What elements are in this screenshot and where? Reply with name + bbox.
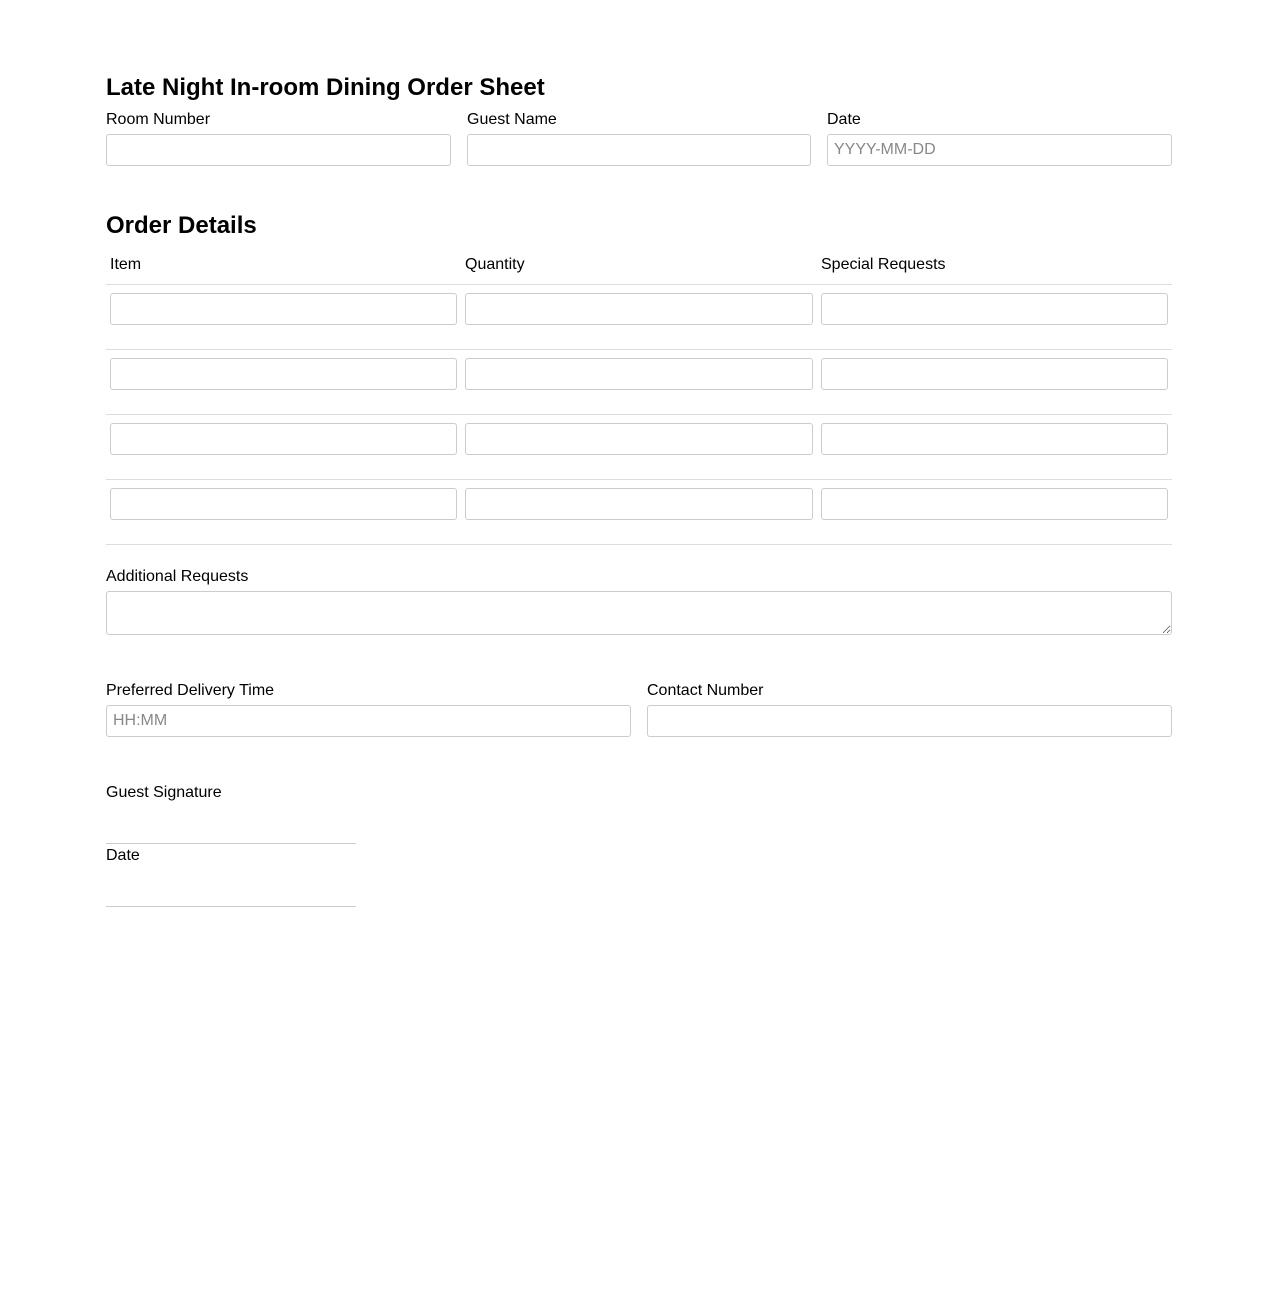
item-input-row-3[interactable]: [110, 423, 457, 455]
order-details-table: [106, 250, 1172, 545]
additional-requests-field-group: [106, 568, 1172, 635]
signature-date-line: [106, 906, 356, 907]
item-input-row-1[interactable]: [110, 293, 457, 325]
column-header-item: Item: [106, 250, 461, 284]
guest-signature-line: [106, 843, 356, 844]
delivery-time-field-group: [106, 682, 631, 737]
quantity-input-row-4[interactable]: [465, 488, 813, 520]
date-label: Date: [827, 111, 861, 128]
table-row: [106, 284, 1172, 349]
contact-number-label: Contact Number: [647, 682, 764, 699]
signature-date-label: Date: [106, 847, 140, 864]
date-input[interactable]: [827, 134, 1172, 166]
additional-requests-label: Additional Requests: [106, 568, 249, 585]
guest-signature-label: Guest Signature: [106, 784, 222, 801]
signature-date-block: [106, 847, 356, 907]
room-number-label: Room Number: [106, 111, 211, 128]
quantity-input-row-1[interactable]: [465, 293, 813, 325]
room-number-input[interactable]: [106, 134, 451, 166]
quantity-input-row-3[interactable]: [465, 423, 813, 455]
table-header-row: [106, 250, 1172, 284]
special-requests-input-row-4[interactable]: [821, 488, 1168, 520]
special-requests-input-row-1[interactable]: [821, 293, 1168, 325]
guest-name-field-group: [467, 111, 811, 166]
delivery-time-input[interactable]: [106, 705, 631, 737]
item-input-row-2[interactable]: [110, 358, 457, 390]
room-number-field-group: [106, 111, 451, 166]
guest-name-input[interactable]: [467, 134, 811, 166]
special-requests-input-row-3[interactable]: [821, 423, 1168, 455]
contact-number-field-group: [647, 682, 1172, 737]
table-row: [106, 479, 1172, 544]
contact-number-input[interactable]: [647, 705, 1172, 737]
page-title: Late Night In-room Dining Order Sheet: [106, 74, 545, 101]
column-header-special-requests: Special Requests: [817, 250, 1172, 284]
guest-name-label: Guest Name: [467, 111, 557, 128]
date-field-group: [827, 111, 1172, 166]
additional-requests-textarea[interactable]: [106, 591, 1172, 635]
guest-signature-block: [106, 784, 356, 844]
delivery-time-label: Preferred Delivery Time: [106, 682, 275, 699]
order-details-heading: Order Details: [106, 212, 257, 239]
table-row: [106, 414, 1172, 479]
quantity-input-row-2[interactable]: [465, 358, 813, 390]
special-requests-input-row-2[interactable]: [821, 358, 1168, 390]
table-row: [106, 349, 1172, 414]
column-header-quantity: Quantity: [461, 250, 817, 284]
item-input-row-4[interactable]: [110, 488, 457, 520]
